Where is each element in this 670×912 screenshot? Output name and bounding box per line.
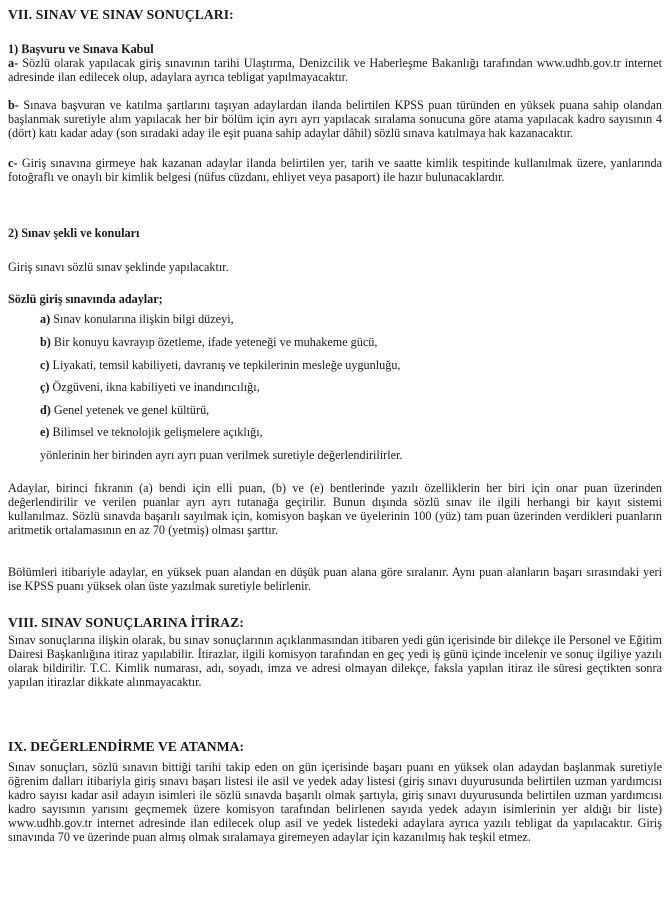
criteria-item [40, 313, 660, 327]
criteria-item-text: Bir konuyu kavrayıp özetleme, ifade yeteneği ve muhakeme gücü, [53, 335, 378, 349]
criteria-item-text: Liyakati, temsil kabiliyeti, davranış ve tepkilerinin mesleğe uygunluğu, [52, 358, 401, 372]
criteria-item-text: Sınav konularına ilişkin bilgi düzeyi, [53, 312, 234, 326]
criteria-item [40, 404, 660, 418]
criteria-closing: yönlerinin her birinden ayrı ayrı puan verilmek suretiyle değerlendirilirler. [40, 448, 403, 462]
paragraph-1c-text: Giriş sınavına girmeye hak kazanan adaylar ilanda belirtilen yer, tarih ve saatte kimlik tespitinde kullanılmak üzere, yanlarında fotoğraflı ve onaylı bir kimlik belgesi (nüfus cüzdanı, ehliyet veya pasaport) ile hazır bulunacaklardır. [8, 156, 662, 184]
criteria-item [40, 426, 660, 440]
criteria-item [40, 336, 660, 350]
criteria-item-text: Genel yetenek ve genel kültürü, [53, 403, 210, 417]
paragraph-1b-label: b- [8, 98, 19, 112]
section-8-title: VIII. SINAV SONUÇLARINA İTİRAZ: [8, 615, 245, 630]
section-8-text: Sınav sonuçlarına ilişkin olarak, bu sınav sonuçlarının açıklanmasından itibaren yedi gün içerisinde bir dilekçe ile Personel ve Eğitim Dairesi Başkanlığına itiraz yapılabilir. İtirazlar, ilgili komisyon tarafından en geç yedi iş günü içinde incelenir ve sonuç ilgiliye yazılı olarak bildirilir. T.C. Kimlik numarası, adı, soyadı, imza ve adresi olmayan dilekçe, faksla yapılan itiraz ile süresi geçtikten sonra yapılan itirazlar dikkate alınmayacaktır. [8, 633, 662, 689]
ranking-paragraph: Bölümleri itibariyle adaylar, en yüksek puan alandan en düşük puan alana göre sıralanır. Aynı puan alanların başarı sırasındaki yeri ise KPSS puanı yüksek olan üste yazılmak suretiyle belirlenir. [8, 565, 662, 593]
scoring-paragraph: Adaylar, birinci fıkranın (a) bendi için elli puan, (b) ve (e) bentlerinde yazılı özelliklerin her biri için onar puan üzerinden değerlendirilir ve verilen puanlar ayrı ayrı tutanağa geçirilir. Bunun dışında sözlü sınav ile ilgili herhangi bir kayıt sistemi kullanılmaz. Sözlü sınavda başarılı sayılmak için, komisyon başkan ve üyelerinin 100 (yüz) tam puan üzerinden verdikleri puanların aritmetik ortalamasının en az 70 (yetmiş) olması şarttır. [8, 481, 662, 537]
paragraph-1a-label: a- [8, 56, 19, 70]
paragraph-1a [8, 57, 662, 85]
criteria-item-text: Özgüveni, ikna kabiliyeti ve inandırıcılığı, [52, 380, 260, 394]
criteria-item [40, 381, 660, 395]
criteria-item-label: e) [40, 425, 50, 439]
criteria-list-title: Sözlü giriş sınavında adaylar; [8, 292, 163, 306]
criteria-item-label: c) [40, 358, 50, 372]
paragraph-1a-text: Sözlü olarak yapılacak giriş sınavının tarihi Ulaştırma, Denizcilik ve Haberleşme Bakanlığı tarafından www.udhb.gov.tr internet adresinde ilan edilecek olup, adaylara ayrıca tebligat yapılmayacaktır. [8, 56, 662, 84]
paragraph-1c-label: c- [8, 156, 18, 170]
criteria-item-label: ç) [40, 380, 50, 394]
section-9-title: IX. DEĞERLENDİRME VE ATANMA: [8, 739, 245, 754]
paragraph-1b [8, 99, 662, 141]
subsection-1-title: 1) Başvuru ve Sınava Kabul [8, 42, 154, 56]
criteria-item-label: b) [40, 335, 51, 349]
criteria-item-label: d) [40, 403, 51, 417]
criteria-item-label: a) [40, 312, 51, 326]
criteria-item [40, 359, 660, 373]
section-7-title: VII. SINAV VE SINAV SONUÇLARI: [8, 7, 234, 22]
section-9-text: Sınav sonuçları, sözlü sınavın bittiği tarihi takip eden on gün içerisinde başarı puanı en yüksek olan adaydan başlanmak suretiyle öğrenim dalları itibariyla giriş sınavı başarı listesi ile asil ve yedek aday listesi (giriş sınavı duyurusunda belirtilen uzman yardımcısı kadro sayısı kadar asil adayın isimleri ile sözlü sınavda başarılı olmak şartıyla, giriş sınavı duyurusunda belirtilen uzman yardımcısı kadro sayısının yarısını geçmemek üzere komisyon tarafından belirlenen sayıda yedek adayın isimlerinin yer aldığı bir liste) www.udhb.gov.tr internet adresinde ilan edilecek olup asil ve yedek listedeki adaylara ayrıca yazılı tebligat da yapılacaktır. Giriş sınavında 70 ve üzerinde puan almış olmak sıralamaya giremeyen adaylar için kazanılmış hak teşkil etmez. [8, 760, 662, 844]
criteria-item-text: Bilimsel ve teknolojik gelişmelere açıklığı, [52, 425, 263, 439]
paragraph-1c [8, 157, 662, 185]
paragraph-1b-text: Sınava başvuran ve katılma şartlarını taşıyan adaylardan ilanda belirtilen KPSS puan türünden en yüksek puana sahip olandan başlanmak suretiyle alım yapılacak her bir bölüm için ayrı ayrı yapılacak sıralama sonucuna göre atama yapılacak kadro sayısının 4 (dört) katı kadar aday (son sıradaki aday ile eşit puana sahip adaylar dâhil) sözlü sınava katılmaya hak kazanacaktır. [8, 98, 662, 140]
exam-form-intro: Giriş sınavı sözlü sınav şeklinde yapılacaktır. [8, 260, 229, 274]
subsection-2-title: 2) Sınav şekli ve konuları [8, 226, 140, 240]
